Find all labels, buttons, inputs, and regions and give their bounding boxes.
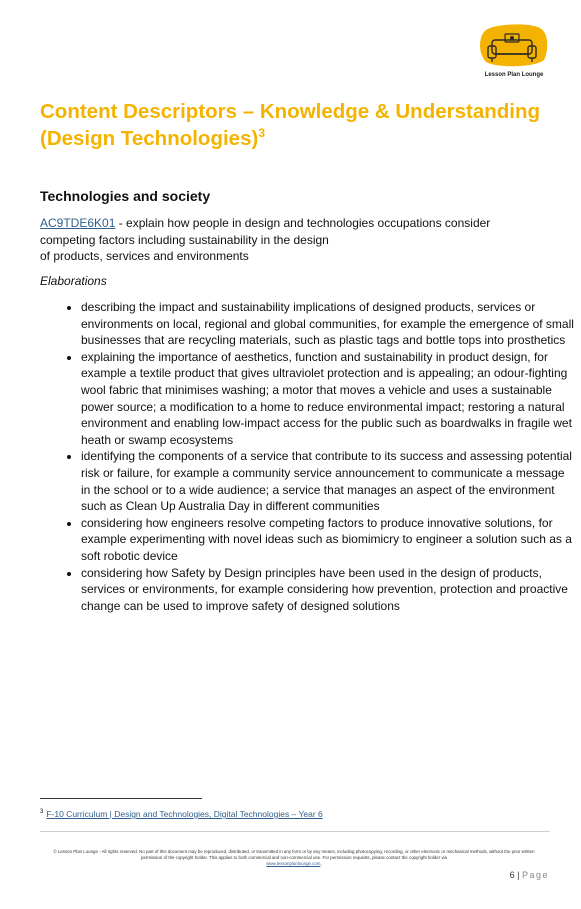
list-item: • identifying the components of a service that contribute to its success and assessing potential risk or failure, for example a community service announcement to communicate a message in the school or to a wide audience; a service that manages an aspect of the environment such as Clean Up Australia Day in different communities [81,448,576,514]
sofa-logo-icon [474,22,554,72]
copyright-notice [44,849,544,867]
copyright-text: © Lesson Plan Lounge - All rights reserved. No part of this document may be reproduced, distributed, or transmitted in any form or by any means, including photocopying, recording, or other electronic or mechanical methods, without the prior written permission of the copyright holder. This applies to both commercial and non-commercial use. For permission requests, please contact the copyright holder via [53,849,535,860]
elaborations-list [58,299,576,614]
descriptor-text: - explain how people in design and technologies occupations consider competing factors including sustainability in the design [40,216,491,247]
section-heading: Technologies and society [40,188,211,204]
page-title-text: Content Descriptors – Knowledge & Understanding (Design Technologies) [40,100,541,150]
title-footnote-ref[interactable]: 3 [258,126,265,141]
footnote-link[interactable]: F-10 Curriculum | Design and Technologies, Digital Technologies – Year 6 [46,809,323,819]
descriptor-code-link[interactable]: AC9TDE6K01 [40,216,116,230]
list-item: • explaining the importance of aesthetics, function and sustainability in product design, for example a textile product that gives ultraviolet protection and is appealing; an odour-fighting wool fabric that minimises washing; a motor that moves a vehicle and uses a sustainable power source; a modification to a home to reduce environmental impact; restoring a natural environment and enabling low-impact access for the public such as boardwalks in fragile wet heath or swamp ecosystems [81,349,576,449]
website-suffix: . [320,861,322,866]
logo-text: Lesson Plan Lounge [484,72,544,78]
page-title [40,98,560,152]
lesson-plan-lounge-logo [474,22,554,84]
page-word: Page [521,870,549,880]
footnote [40,809,323,820]
footnote-number: 3 [40,809,44,816]
list-item: • considering how Safety by Design principles have been used in the design of products, services or environments, for example considering how prevention, protection and proactive change can be used to improve safety of designed solutions [81,565,576,615]
content-descriptor [40,215,520,265]
page-separator: | [514,870,522,880]
descriptor-text-continued: of products, services and environments [40,249,249,263]
footnote-divider [40,798,202,799]
list-item: • describing the impact and sustainability implications of designed products, services or environments on local, regional and global communities, for example the emergence of small businesses that are recycling materials, such as plastic tags and bottle tops into prosthetics [81,299,576,349]
elaborations-label: Elaborations [40,274,107,288]
list-item: • considering how engineers resolve competing factors to produce innovative solutions, for example experimenting with novel ideas such as biomimicry to engineer a solution such as a soft robotic device [81,515,576,565]
page-number [510,870,549,880]
footer-divider [40,831,550,832]
website-link[interactable]: www.lessonplanlounge.com [266,861,321,866]
page-number-value: 6 [509,870,515,880]
